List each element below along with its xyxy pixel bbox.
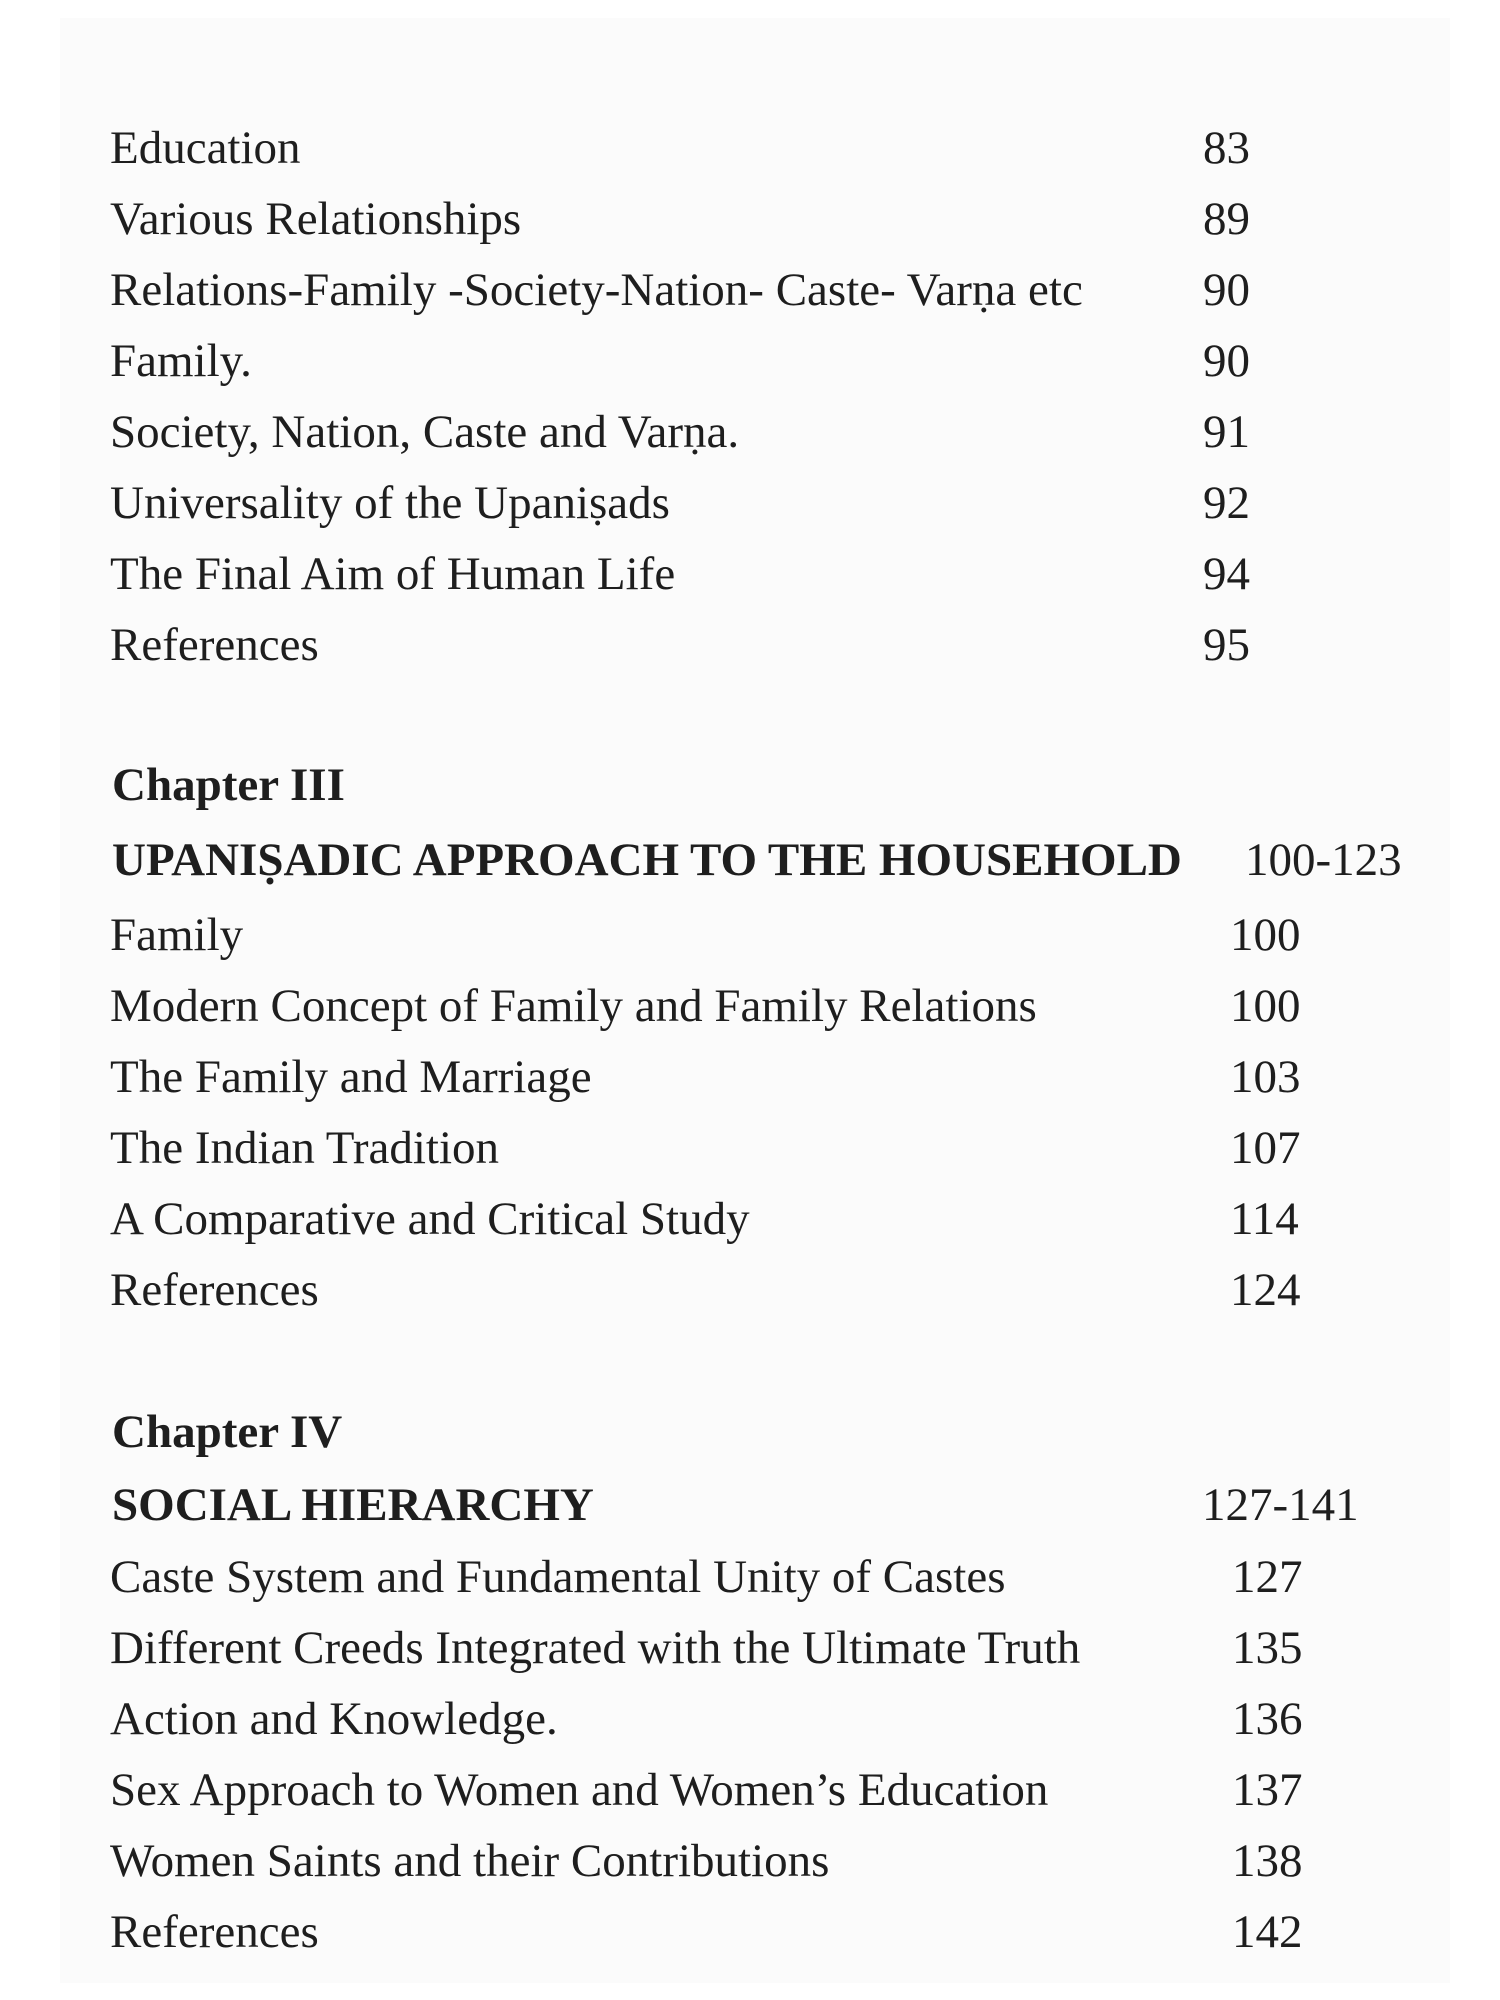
- entry-title: Relations-Family -Society-Nation- Caste- Varṇa etc: [110, 264, 1083, 316]
- entry-title: Family: [110, 909, 244, 961]
- entry-page: 92: [1203, 477, 1250, 529]
- entry-page: 136: [1232, 1693, 1303, 1745]
- entry-page: 100: [1230, 909, 1301, 961]
- entry-page: 114: [1230, 1193, 1299, 1245]
- entry-title: References: [110, 1906, 319, 1958]
- entry-title: The Final Aim of Human Life: [110, 548, 676, 600]
- entry-title: The Indian Tradition: [110, 1122, 500, 1174]
- contents-page: [60, 18, 1450, 1983]
- entry-title: Universality of the Upaniṣads: [110, 477, 670, 529]
- entry-page: 100: [1230, 980, 1301, 1032]
- chapter-page-range: 100-123: [1245, 834, 1402, 886]
- entry-page: 83: [1203, 122, 1250, 174]
- entry-page: 135: [1232, 1622, 1303, 1674]
- entry-title: Family.: [110, 335, 252, 387]
- entry-title: Action and Knowledge.: [110, 1693, 558, 1745]
- entry-title: Society, Nation, Caste and Varṇa.: [110, 406, 740, 458]
- chapter-label: Chapter III: [112, 759, 345, 811]
- entry-title: Education: [110, 122, 301, 174]
- entry-page: 103: [1230, 1051, 1301, 1103]
- entry-page: 90: [1203, 335, 1250, 387]
- entry-page: 124: [1230, 1264, 1301, 1316]
- chapter-title: UPANIṢADIC APPROACH TO THE HOUSEHOLD: [112, 834, 1182, 886]
- entry-page: 89: [1203, 193, 1250, 245]
- chapter-page-range: 127-141: [1202, 1479, 1359, 1531]
- chapter-title: SOCIAL HIERARCHY: [112, 1479, 594, 1531]
- entry-page: 90: [1203, 264, 1250, 316]
- entry-page: 95: [1203, 619, 1250, 671]
- entry-title: References: [110, 619, 319, 671]
- entry-title: A Comparative and Critical Study: [110, 1193, 750, 1245]
- entry-title: The Family and Marriage: [110, 1051, 592, 1103]
- entry-title: Sex Approach to Women and Women’s Education: [110, 1764, 1049, 1816]
- chapter-label: Chapter IV: [112, 1406, 343, 1458]
- entry-title: Women Saints and their Contributions: [110, 1835, 830, 1887]
- entry-page: 138: [1232, 1835, 1303, 1887]
- entry-page: 107: [1230, 1122, 1301, 1174]
- entry-page: 94: [1203, 548, 1250, 600]
- entry-title: Caste System and Fundamental Unity of Castes: [110, 1551, 1006, 1603]
- entry-title: References: [110, 1264, 319, 1316]
- entry-page: 142: [1232, 1906, 1303, 1958]
- entry-page: 91: [1203, 406, 1250, 458]
- entry-page: 127: [1232, 1551, 1303, 1603]
- entry-title: Different Creeds Integrated with the Ultimate Truth: [110, 1622, 1081, 1674]
- entry-title: Various Relationships: [110, 193, 522, 245]
- entry-title: Modern Concept of Family and Family Relations: [110, 980, 1037, 1032]
- entry-page: 137: [1232, 1764, 1303, 1816]
